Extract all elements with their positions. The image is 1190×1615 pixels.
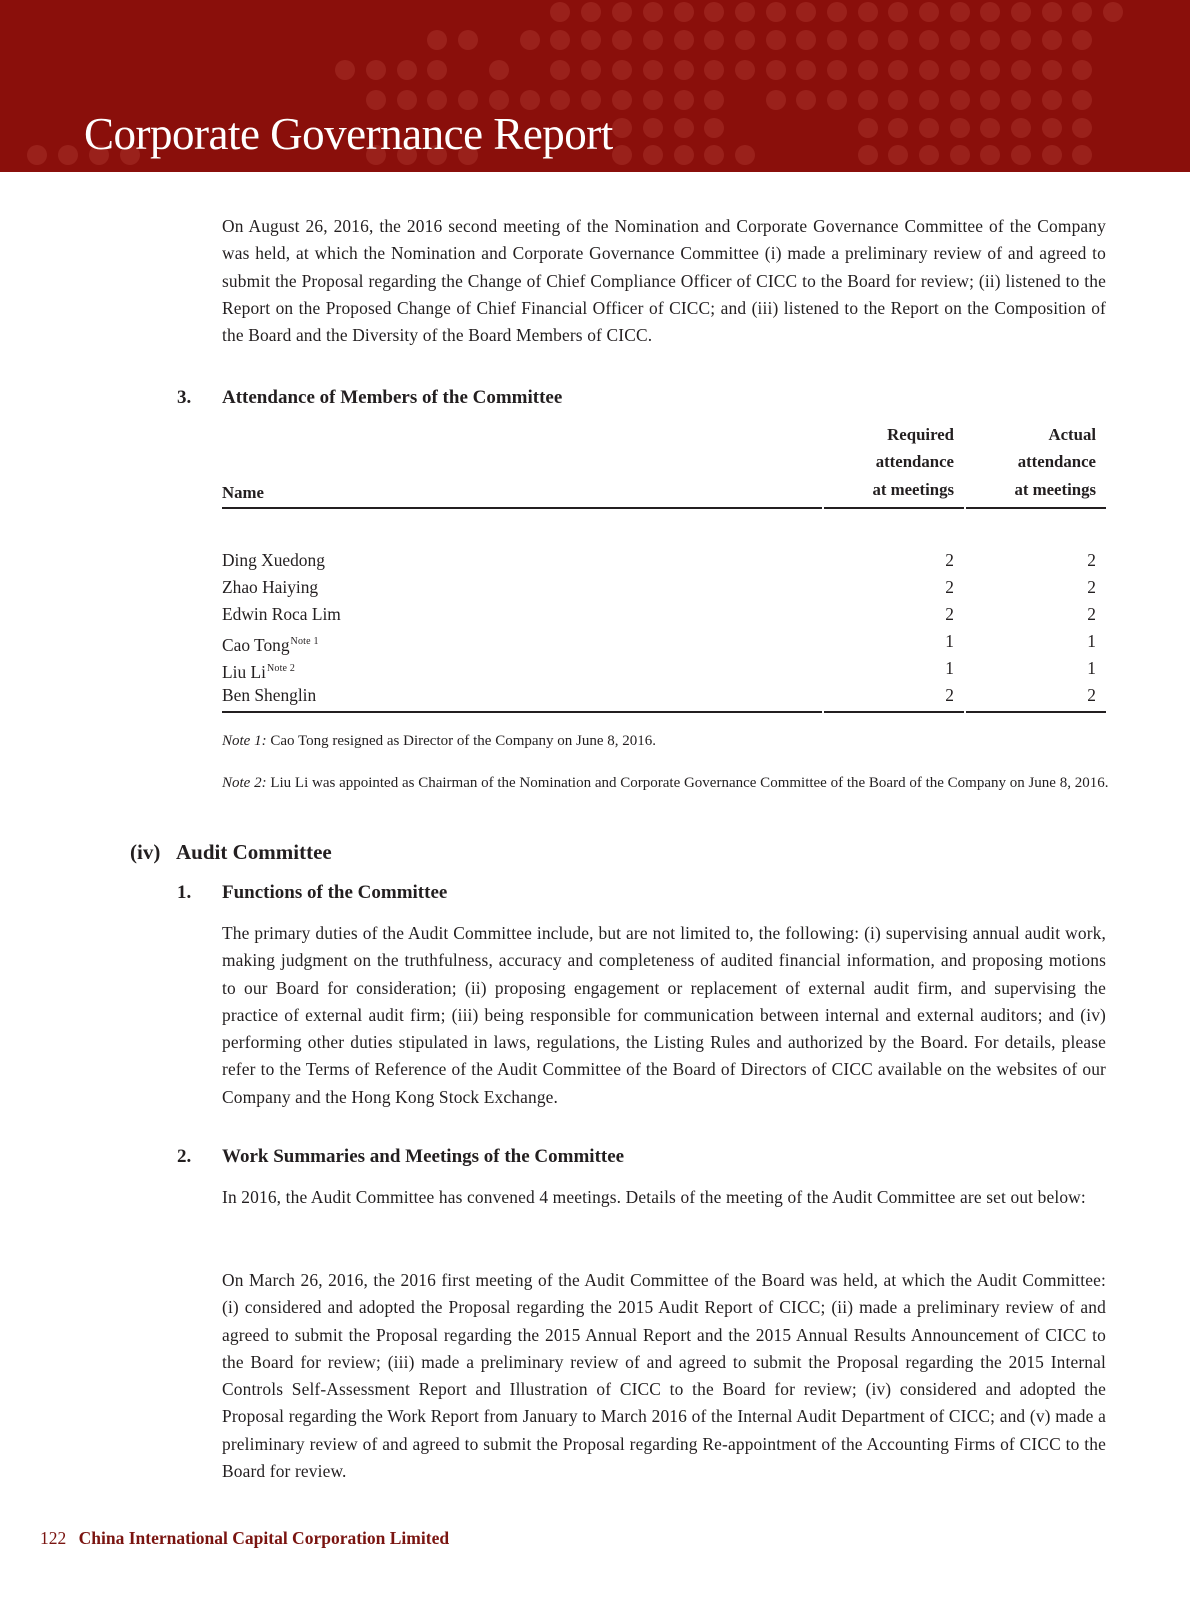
required-attendance: 2 [945,550,954,570]
required-attendance: 2 [945,577,954,597]
attendance-heading-number: 3. [177,387,192,408]
note-1 [222,731,1106,752]
nomination-meeting-paragraph: On August 26, 2016, the 2016 second meeting of the Nomination and Corporate Governance Committee of the Company was held, at which the Nomination and Corporate Governance Committee (i) made a preliminary review of and agreed to submit the Proposal regarding the Change of Chief Compliance Officer of CICC to the Board for review; (ii) listened to the Report on the Proposed Change of Chief Financial Officer of CICC; and (iii) listened to the Report on the Composition of the Board and the Diversity of the Board Members of CICC. [222,216,1106,346]
company-name: China International Capital Corporation Limited [78,1528,450,1548]
column-header-required-line1: Required [887,424,954,444]
column-header-actual-line3: at meetings [1014,479,1096,499]
actual-attendance: 2 [1087,604,1096,624]
note-reference: Note 1 [290,636,319,647]
functions-heading [177,881,448,905]
note-1-text: Cao Tong resigned as Director of the Company on June 8, 2016. [270,733,657,749]
column-header-name: Name [222,483,264,502]
header-rule-name [222,507,822,509]
table-row [222,547,1106,574]
member-name: Edwin Roca Lim [222,604,341,624]
actual-attendance: 1 [1087,631,1096,651]
functions-paragraph: The primary duties of the Audit Committee include, but are not limited to, the following: (i) supervising annual audit work, making judgment on the truthfulness, accuracy and completeness of audited financial information, and proposing motions to our Board for consideration; (ii) proposing engagement or replacement of external audit firm, and supervising the practice of external audit firm; (iii) being responsible for communication between internal and external auditors; and (iv) performing other duties stipulated in laws, regulations, the Listing Rules and authorized by the Board. For details, please refer to the Terms of Reference of the Audit Committee of the Board of Directors of CICC available on the websites of our Company and the Hong Kong Stock Exchange. [222,923,1106,1107]
actual-attendance: 1 [1087,658,1096,678]
member-name: Liu $Li^{Note 2}$ [222,662,296,682]
work-summaries-intro: In 2016, the Audit Committee has convened 4 meetings. Details of the meeting of the Audit Committee are set out below: [222,1187,1086,1207]
header-rule-required [824,507,964,509]
column-header-required-line3: at meetings [872,479,954,499]
member-name: Ben Shenglin [222,685,317,705]
audit-committee-heading-title: Audit Committee [176,840,332,864]
column-header-actual-line1: Actual [1048,424,1096,444]
required-attendance: 1 [945,658,954,678]
table-row [222,655,1106,682]
functions-heading-title: Functions of the Committee [222,882,448,903]
work-summaries-heading-title: Work Summaries and Meetings of the Committee [222,1146,625,1167]
header-banner [0,0,1190,172]
table-row [222,574,1106,601]
attendance-heading-title: Attendance of Members of the Committee [222,387,563,408]
table-row [222,628,1106,655]
work-summaries-heading-number: 2. [177,1146,192,1167]
column-header-actual-attendance [1014,421,1096,504]
member-name: Cao Tong$^{Note 1}$ [222,635,319,655]
header-rule-actual [966,507,1106,509]
footer-rule-actual [966,711,1106,713]
note-2-text: Liu Li was appointed as Chairman of the Nomination and Corporate Governance Committee of the Board of the Company on June 8, 2016. [270,775,1109,791]
functions-heading-number: 1. [177,882,192,903]
actual-attendance: 2 [1087,550,1096,570]
required-attendance: 2 [945,604,954,624]
page-number: 122 [40,1528,67,1548]
footer-rule-required [824,711,964,713]
audit-committee-heading [130,840,332,864]
note-reference: Note 2 [266,663,296,674]
member-name: Zhao Haiying [222,577,319,597]
footer-rule-name [222,711,822,713]
actual-attendance: 2 [1087,577,1096,597]
required-attendance: 1 [945,631,954,651]
actual-attendance: 2 [1087,685,1096,705]
page-footer [40,1528,449,1549]
attendance-table-body [222,547,1106,709]
audit-committee-heading-number: (iv) [130,840,161,864]
note-2 [222,773,1162,794]
work-summaries-heading [177,1145,625,1169]
member-name: Ding Xuedong [222,550,325,570]
column-header-required-line2: attendance [875,452,954,471]
note-2-label: Note 2: [222,775,267,791]
required-attendance: 2 [945,685,954,705]
first-audit-meeting-paragraph: On March 26, 2016, the 2016 first meeting of the Audit Committee of the Board was held, at which the Audit Committee: (i) considered and adopted the Proposal regarding the 2015 Audit Report of CICC; (ii) made a preliminary review of and agreed to submit the Proposal regarding the 2015 Annual Report and the 2015 Annual Results Announcement of CICC to the Board for review; (iii) made a preliminary review of and agreed to submit the Proposal regarding the 2015 Internal Controls Self-Assessment Report and Illustration of CICC to the Board for review; (iv) considered and adopted the Proposal regarding the Work Report from January to March 2016 of the Internal Audit Department of CICC; and (v) made a preliminary review of and agreed to submit the Proposal regarding Re-appointment of the Accounting Firms of CICC to the Board for review. [222,1270,1106,1482]
page-title: Corporate Governance Report [84,109,613,159]
attendance-heading [177,386,563,410]
table-row [222,682,1106,709]
table-row [222,601,1106,628]
attendance-table-header [222,425,1106,507]
column-header-required-attendance [872,421,954,504]
note-1-label: Note 1: [222,733,267,749]
column-header-actual-line2: attendance [1017,452,1096,471]
attendance-table [222,425,1106,709]
